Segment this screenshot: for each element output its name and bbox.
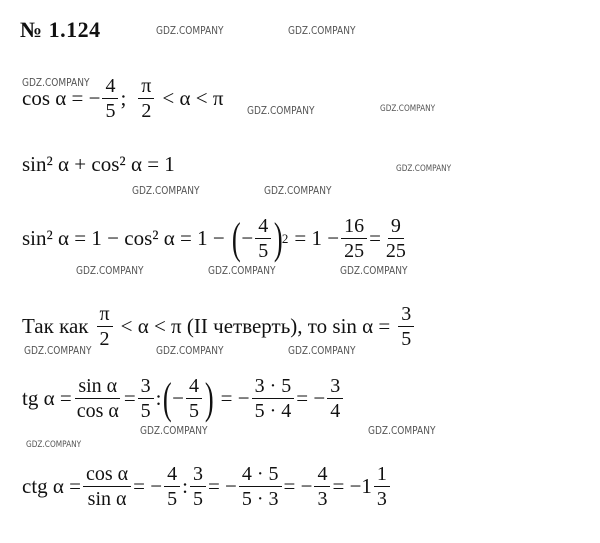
eq6-fraction-5 (314, 464, 330, 509)
left-paren: ( (231, 213, 241, 263)
eq5-eq1: = (123, 386, 136, 410)
fraction-numerator: 4 (102, 76, 118, 99)
eq6-eq3: = − (283, 474, 313, 498)
watermark: GDZ.COMPANY (26, 440, 82, 450)
fraction-denominator: 5 (140, 400, 151, 422)
fraction-numerator: 3 (398, 304, 414, 327)
watermark: GDZ.COMPANY (140, 424, 208, 437)
eq5-colon: : (155, 386, 162, 410)
watermark: GDZ.COMPANY (396, 164, 452, 174)
fraction-denominator: 5 (105, 100, 116, 122)
watermark: GDZ.COMPANY (288, 24, 356, 37)
exponent: 2 (281, 230, 289, 246)
eq5-eq2: = − (220, 386, 250, 410)
fraction-numerator: 4 (186, 376, 202, 399)
equation-line-3 (22, 213, 411, 263)
eq6-fraction-1 (83, 464, 131, 509)
fraction-numerator: 9 (388, 216, 404, 239)
watermark: GDZ.COMPANY (208, 264, 276, 277)
fraction-numerator: π (138, 76, 154, 99)
eq2-text: sin² α + cos² α = 1 (22, 152, 175, 176)
fraction-denominator: 5 (167, 488, 178, 510)
eq4-pre: Так как (22, 314, 89, 338)
fraction-numerator: 3 (327, 376, 343, 399)
fraction-numerator: 3 (190, 464, 206, 487)
fraction-numerator: 3 · 5 (252, 376, 295, 399)
fraction-denominator: 5 · 4 (254, 400, 292, 422)
eq5-fraction-5 (327, 376, 343, 421)
eq6-pre: ctg α = (22, 474, 82, 498)
fraction-denominator: 25 (344, 240, 365, 262)
fraction-numerator: 3 (138, 376, 154, 399)
eq1-fraction-1 (102, 76, 118, 121)
eq5-eq3: = − (296, 386, 326, 410)
watermark: GDZ.COMPANY (22, 76, 90, 89)
fraction-denominator: 3 (317, 488, 328, 510)
eq3-neg: − (241, 226, 254, 250)
fraction-denominator: sin α (87, 488, 127, 510)
fraction-numerator: 4 · 5 (239, 464, 282, 487)
fraction-denominator: 5 (189, 400, 200, 422)
equation-line-2 (22, 152, 175, 177)
eq3-mid: = 1 − (294, 226, 340, 250)
equation-line-1 (22, 76, 223, 121)
watermark: GDZ.COMPANY (288, 344, 356, 357)
equation-line-4 (22, 304, 416, 349)
eq1-rest: < α < π (162, 86, 224, 110)
fraction-numerator: 4 (255, 216, 271, 239)
fraction-denominator: cos α (76, 400, 119, 422)
fraction-numerator: sin α (75, 376, 120, 399)
fraction-numerator: 4 (314, 464, 330, 487)
left-paren: ( (162, 373, 172, 423)
eq1-separator: ; (120, 86, 127, 110)
eq6-fraction-2 (164, 464, 180, 509)
watermark: GDZ.COMPANY (156, 344, 224, 357)
fraction-numerator: 1 (374, 464, 390, 487)
eq1-lhs: cos α = − (22, 86, 101, 110)
eq6-fraction-6 (374, 464, 390, 509)
fraction-denominator: 2 (99, 328, 110, 350)
equation-line-5 (22, 373, 345, 423)
eq5-fraction-3 (186, 376, 202, 421)
watermark: GDZ.COMPANY (264, 184, 332, 197)
fraction-denominator: 5 (258, 240, 269, 262)
watermark: GDZ.COMPANY (156, 24, 224, 37)
fraction-numerator: 16 (341, 216, 367, 239)
eq4-mid: < α < π (II четверть), то sin α = (120, 314, 391, 338)
eq5-pre: tg α = (22, 386, 72, 410)
eq3-fraction-1 (255, 216, 271, 261)
eq4-fraction-2 (398, 304, 414, 349)
watermark: GDZ.COMPANY (247, 104, 315, 117)
eq6-fraction-4 (239, 464, 282, 509)
eq5-neg: − (172, 386, 185, 410)
fraction-numerator: cos α (83, 464, 131, 487)
fraction-denominator: 5 (401, 328, 412, 350)
eq6-eq4: = −1 (332, 474, 372, 498)
eq3-fraction-3 (383, 216, 409, 261)
fraction-denominator: 25 (385, 240, 406, 262)
eq5-fraction-1 (74, 376, 122, 421)
fraction-denominator: 2 (141, 100, 152, 122)
fraction-denominator: 5 (192, 488, 203, 510)
watermark: GDZ.COMPANY (76, 264, 144, 277)
eq6-eq1: = − (133, 474, 163, 498)
eq4-fraction-1 (97, 304, 113, 349)
eq6-fraction-3 (190, 464, 206, 509)
watermark: GDZ.COMPANY (24, 344, 92, 357)
eq3-fraction-2 (341, 216, 367, 261)
eq5-fraction-4 (252, 376, 295, 421)
fraction-denominator: 4 (330, 400, 341, 422)
watermark: GDZ.COMPANY (132, 184, 200, 197)
fraction-denominator: 5 · 3 (241, 488, 279, 510)
right-paren: ) (204, 373, 214, 423)
watermark: GDZ.COMPANY (380, 104, 436, 114)
fraction-numerator: 4 (164, 464, 180, 487)
eq1-fraction-2 (138, 76, 154, 121)
eq5-fraction-2 (138, 376, 154, 421)
eq6-eq2: = − (207, 474, 237, 498)
eq3-lhs: sin² α = 1 − cos² α = 1 − (22, 226, 225, 250)
equation-line-6 (22, 464, 392, 509)
problem-title: № 1.124 (20, 17, 101, 42)
watermark: GDZ.COMPANY (340, 264, 408, 277)
watermark: GDZ.COMPANY (368, 424, 436, 437)
fraction-numerator: π (97, 304, 113, 327)
eq3-equals: = (369, 226, 381, 250)
fraction-denominator: 3 (376, 488, 387, 510)
eq6-colon: : (182, 474, 188, 498)
right-paren: ) (274, 213, 283, 263)
